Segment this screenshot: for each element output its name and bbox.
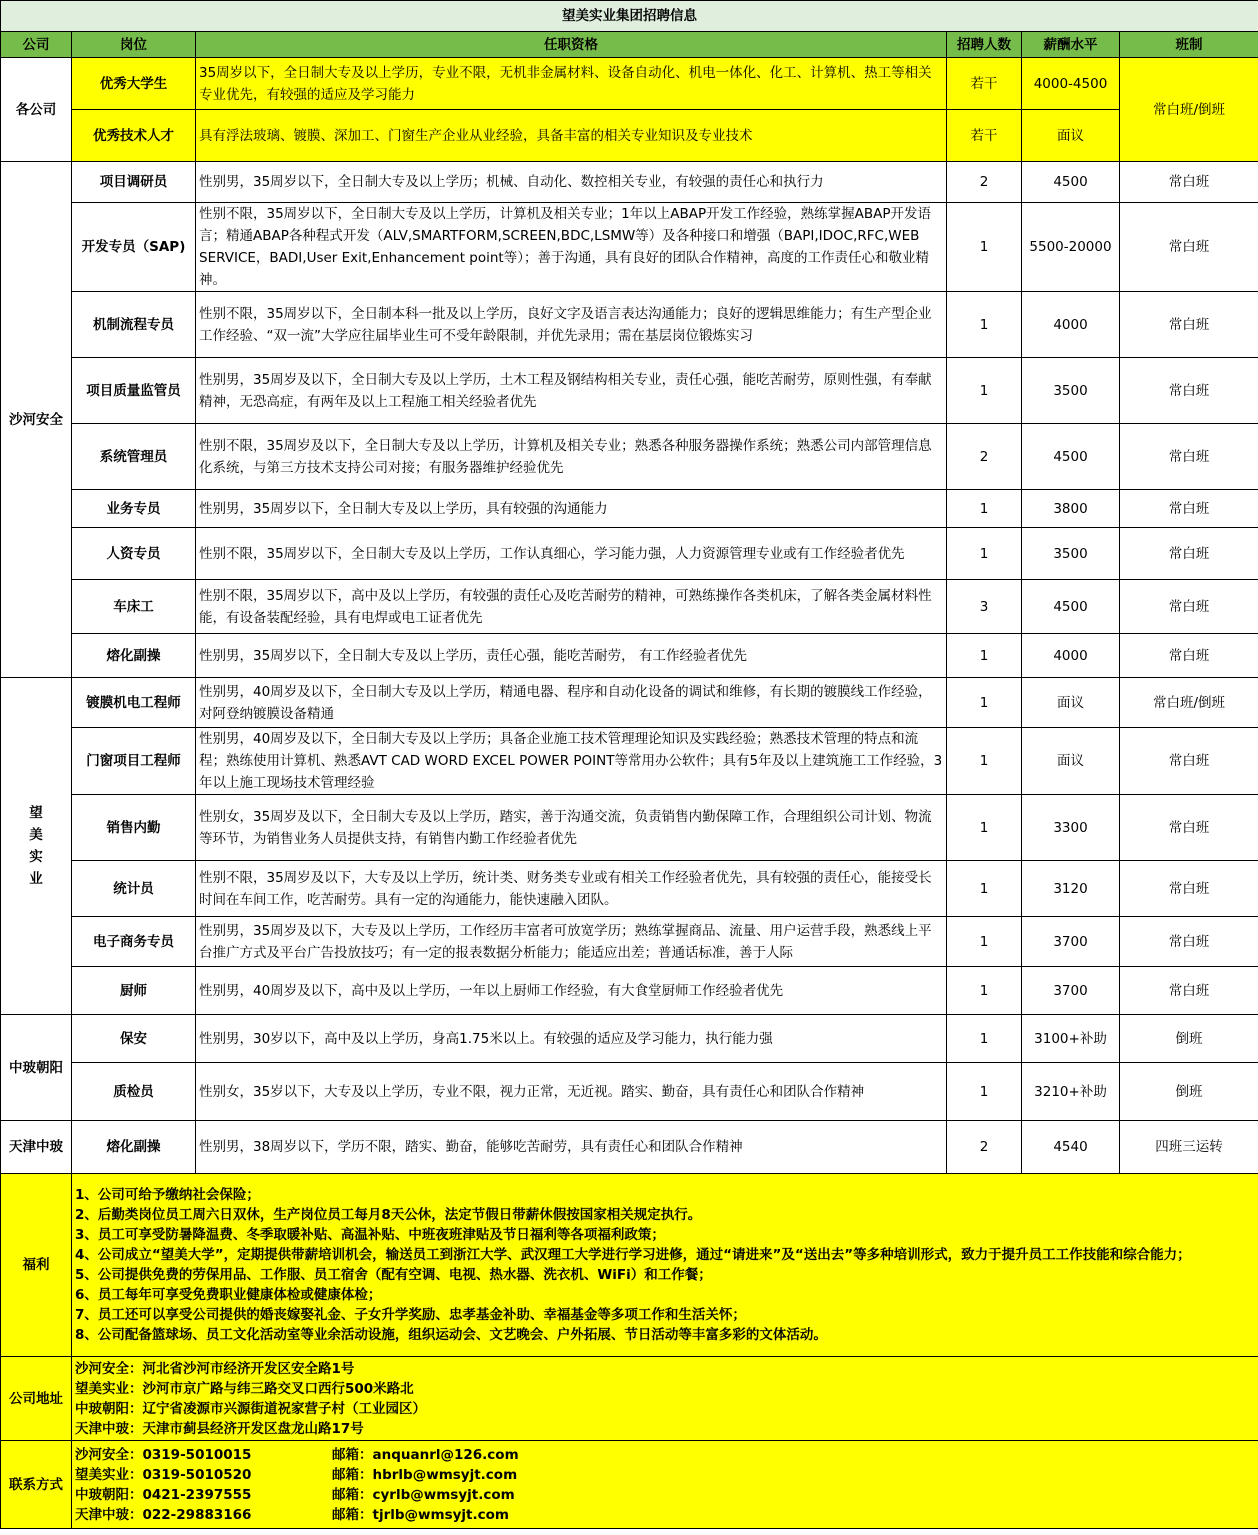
- requirements-cell: 性别男，35周岁以下，全日制大专及以上学历；机械、自动化、数控相关专业，有较强的责任心和执行力: [196, 162, 947, 203]
- salary-cell: 4500: [1022, 424, 1120, 490]
- position-cell: 电子商务专员: [72, 917, 196, 967]
- salary-cell: 3800: [1022, 490, 1120, 528]
- shift-cell: 常白班: [1120, 203, 1258, 292]
- count-cell: 3: [947, 580, 1022, 634]
- shift-cell: 常白班: [1120, 580, 1258, 634]
- position-cell: 熔化副操: [72, 1121, 196, 1174]
- position-cell: 销售内勤: [72, 795, 196, 861]
- count-cell: 1: [947, 861, 1022, 917]
- welfare-row: [1, 1174, 1258, 1357]
- position-cell: 人资专员: [72, 528, 196, 580]
- count-cell: 1: [947, 967, 1022, 1015]
- salary-cell: 3700: [1022, 917, 1120, 967]
- position-cell: 项目调研员: [72, 162, 196, 203]
- company-cell: 中玻朝阳: [1, 1015, 72, 1121]
- salary-cell: 4000: [1022, 634, 1120, 678]
- requirements-cell: 性别男，30岁以下，高中及以上学历，身高1.75米以上。有较强的适应及学习能力，执行能力强: [196, 1015, 947, 1063]
- shift-cell: 四班三运转: [1120, 1121, 1258, 1174]
- table-row: [1, 424, 1258, 490]
- table-row: [1, 580, 1258, 634]
- position-cell: 统计员: [72, 861, 196, 917]
- requirements-cell: 性别男，35周岁及以下，大专及以上学历，工作经历丰富者可放宽学历；熟练掌握商品、流量、用户运营手段，熟悉线上平台推广方式及平台广告投放技巧；有一定的报表数据分析能力；能适应出差；普通话标准，善于人际: [196, 917, 947, 967]
- welfare-label: 福利: [1, 1174, 72, 1357]
- salary-cell: 4500: [1022, 162, 1120, 203]
- salary-cell: 4000: [1022, 292, 1120, 358]
- welfare-item: 5、公司提供免费的劳保用品、工作服、员工宿舍（配有空调、电视、热水器、洗衣机、WiFi）和工作餐；: [75, 1267, 712, 1283]
- welfare-item: 8、公司配备篮球场、员工文化活动室等业余活动设施，组织运动会、文艺晚会、户外拓展、节日活动等丰富多彩的文体活动。: [75, 1327, 827, 1343]
- salary-cell: 3120: [1022, 861, 1120, 917]
- shift-cell: 常白班: [1120, 728, 1258, 795]
- table-row: [1, 528, 1258, 580]
- header-position: 岗位: [72, 32, 196, 58]
- position-cell: 机制流程专员: [72, 292, 196, 358]
- salary-cell: 4500: [1022, 580, 1120, 634]
- table-row: [1, 1063, 1258, 1121]
- table-row: [1, 1121, 1258, 1174]
- table-row: [1, 358, 1258, 424]
- requirements-cell: 性别不限，35周岁以下，全日制本科一批及以上学历，良好文字及语言表达沟通能力；良好的逻辑思维能力；有生产型企业工作经验、“双一流”大学应往届毕业生可不受年龄限制，并优先录用；需在基层岗位锻炼实习: [196, 292, 947, 358]
- shift-cell: 常白班: [1120, 162, 1258, 203]
- position-cell: 熔化副操: [72, 634, 196, 678]
- table-row: [1, 110, 1258, 162]
- address-item: 望美实业：沙河市京广路与纬三路交叉口西行500米路北: [75, 1380, 414, 1397]
- header-company: 公司: [1, 32, 72, 58]
- contact-row: [1, 1441, 1258, 1529]
- shift-cell: 常白班: [1120, 917, 1258, 967]
- table-row: [1, 861, 1258, 917]
- company-name-vertical: 望美实业: [29, 805, 43, 887]
- requirements-cell: 性别女，35岁以下，大专及以上学历，专业不限，视力正常，无近视。踏实、勤奋，具有责任心和团队合作精神: [196, 1063, 947, 1121]
- shift-cell: 常白班/倒班: [1120, 678, 1258, 728]
- count-cell: 1: [947, 678, 1022, 728]
- position-cell: 镀膜机电工程师: [72, 678, 196, 728]
- contact-email[interactable]: 邮箱：hbrlb@wmsyjt.com: [332, 1466, 518, 1483]
- requirements-cell: 性别女，35周岁及以下，全日制大专及以上学历，踏实，善于沟通交流，负责销售内勤保障工作，合理组织公司计划、物流等环节，为销售业务人员提供支持，有销售内勤工作经验者优先: [196, 795, 947, 861]
- count-cell: 1: [947, 292, 1022, 358]
- requirements-cell: 性别不限，35周岁以下，高中及以上学历，有较强的责任心及吃苦耐劳的精神，可熟练操作各类机床，了解各类金属材料性能，有设备装配经验，具有电焊或电工证者优先: [196, 580, 947, 634]
- count-cell: 1: [947, 358, 1022, 424]
- header-count: 招聘人数: [947, 32, 1022, 58]
- table-row: [1, 728, 1258, 795]
- salary-cell: 面议: [1022, 678, 1120, 728]
- table-row: [1, 162, 1258, 203]
- salary-cell: 3500: [1022, 358, 1120, 424]
- address-list: [72, 1357, 1258, 1441]
- address-item: 沙河安全：河北省沙河市经济开发区安全路1号: [75, 1360, 355, 1377]
- company-cell: 天津中玻: [1, 1121, 72, 1174]
- requirements-cell: 性别不限，35周岁及以下，大专及以上学历，统计类、财务类专业或有相关工作经验者优先，具有较强的责任心，能接受长时间在车间工作，吃苦耐劳。具有一定的沟通能力，能快速融入团队。: [196, 861, 947, 917]
- contact-phone: 天津中玻：022-29883166: [75, 1506, 252, 1523]
- table-row: [1, 203, 1258, 292]
- salary-cell: 4540: [1022, 1121, 1120, 1174]
- header-salary: 薪酬水平: [1022, 32, 1120, 58]
- welfare-list: [72, 1174, 1258, 1357]
- table-row: [1, 58, 1258, 110]
- salary-cell: 面议: [1022, 728, 1120, 795]
- requirements-cell: 性别男，35周岁及以下，全日制大专及以上学历，土木工程及钢结构相关专业，责任心强，能吃苦耐劳，原则性强，有奉献精神，无恐高症，有两年及以上工程施工相关经验者优先: [196, 358, 947, 424]
- welfare-item: 6、员工每年可享受免费职业健康体检或健康体检；: [75, 1287, 382, 1303]
- shift-cell: 倒班: [1120, 1063, 1258, 1121]
- contact-email[interactable]: 邮箱：cyrlb@wmsyjt.com: [332, 1486, 515, 1503]
- count-cell: 1: [947, 795, 1022, 861]
- header-row: [1, 32, 1258, 58]
- salary-cell: 面议: [1022, 110, 1120, 162]
- position-cell: 系统管理员: [72, 424, 196, 490]
- shift-cell: 常白班: [1120, 528, 1258, 580]
- table-row: [1, 490, 1258, 528]
- position-cell: 质检员: [72, 1063, 196, 1121]
- count-cell: 2: [947, 424, 1022, 490]
- contact-list: [72, 1441, 1258, 1529]
- salary-cell: 3500: [1022, 528, 1120, 580]
- salary-cell: 5500-20000: [1022, 203, 1120, 292]
- welfare-item: 3、员工可享受防暑降温费、冬季取暖补贴、高温补贴、中班夜班津贴及节日福利等各项福利政策；: [75, 1227, 665, 1243]
- address-label: 公司地址: [1, 1357, 72, 1441]
- header-requirements: 任职资格: [196, 32, 947, 58]
- count-cell: 1: [947, 490, 1022, 528]
- salary-cell: 3100+补助: [1022, 1015, 1120, 1063]
- shift-cell: 常白班: [1120, 490, 1258, 528]
- address-item: 中玻朝阳：辽宁省凌源市兴源街道祝家营子村（工业园区）: [75, 1400, 426, 1417]
- requirements-cell: 具有浮法玻璃、镀膜、深加工、门窗生产企业从业经验，具备丰富的相关专业知识及专业技术: [196, 110, 947, 162]
- table-row: [1, 678, 1258, 728]
- contact-item: [75, 1465, 1255, 1485]
- company-cell: [1, 678, 72, 1015]
- requirements-cell: 性别男，40周岁及以下，全日制大专及以上学历，精通电器、程序和自动化设备的调试和维修，有长期的镀膜线工作经验，对阿登纳镀膜设备精通: [196, 678, 947, 728]
- contact-item: [75, 1505, 1255, 1525]
- count-cell: 2: [947, 1121, 1022, 1174]
- shift-cell: 常白班: [1120, 861, 1258, 917]
- contact-item: [75, 1445, 1255, 1465]
- table-row: [1, 292, 1258, 358]
- address-item: 天津中玻：天津市蓟县经济开发区盘龙山路17号: [75, 1420, 364, 1437]
- header-shift: 班制: [1120, 32, 1258, 58]
- count-cell: 若干: [947, 58, 1022, 110]
- contact-phone: 中玻朝阳：0421-2397555: [75, 1486, 252, 1503]
- contact-item: [75, 1485, 1255, 1505]
- welfare-item: 1、公司可给予缴纳社会保险；: [75, 1187, 260, 1203]
- shift-cell: 倒班: [1120, 1015, 1258, 1063]
- position-cell: 厨师: [72, 967, 196, 1015]
- position-cell: 项目质量监管员: [72, 358, 196, 424]
- requirements-cell: 性别不限，35周岁以下，全日制大专及以上学历，计算机及相关专业；1年以上ABAP开发工作经验，熟练掌握ABAP开发语言；精通ABAP各种程式开发（ALV,SMARTFORM,SCREEN,BDC,LSMW等）及各种接口和增强（BAPI,IDOC,RFC,WEB SERVICE，BADI,User Exit,Enhancement point等）；善于沟通，具有良好的团队合作精神，高度的工作责任心和敬业精神。: [196, 203, 947, 292]
- contact-label: 联系方式: [1, 1441, 72, 1529]
- shift-cell: 常白班: [1120, 967, 1258, 1015]
- address-row: [1, 1357, 1258, 1441]
- requirements-cell: 性别男，35周岁以下，全日制大专及以上学历，责任心强，能吃苦耐劳， 有工作经验者优先: [196, 634, 947, 678]
- shift-cell: 常白班/倒班: [1120, 58, 1258, 162]
- position-cell: 开发专员（SAP): [72, 203, 196, 292]
- page-title: 望美实业集团招聘信息: [1, 1, 1258, 32]
- position-cell: 优秀大学生: [72, 58, 196, 110]
- requirements-cell: 性别男，40周岁及以下，高中及以上学历，一年以上厨师工作经验，有大食堂厨师工作经验者优先: [196, 967, 947, 1015]
- table-row: [1, 795, 1258, 861]
- welfare-item: 2、后勤类岗位员工周六日双休，生产岗位员工每月8天公休，法定节假日带薪休假按国家相关规定执行。: [75, 1207, 702, 1223]
- shift-cell: 常白班: [1120, 634, 1258, 678]
- position-cell: 门窗项目工程师: [72, 728, 196, 795]
- position-cell: 优秀技术人才: [72, 110, 196, 162]
- welfare-item: 7、员工还可以享受公司提供的婚丧嫁娶礼金、子女升学奖励、忠孝基金补助、幸福基金等多项工作和生活关怀；: [75, 1307, 746, 1323]
- requirements-cell: 性别不限，35周岁以下，全日制大专及以上学历，工作认真细心，学习能力强，人力资源管理专业或有工作经验者优先: [196, 528, 947, 580]
- count-cell: 1: [947, 728, 1022, 795]
- count-cell: 1: [947, 917, 1022, 967]
- position-cell: 保安: [72, 1015, 196, 1063]
- company-cell: 各公司: [1, 58, 72, 162]
- contact-email[interactable]: 邮箱：tjrlb@wmsyjt.com: [332, 1506, 509, 1523]
- position-cell: 业务专员: [72, 490, 196, 528]
- contact-phone: 望美实业：0319-5010520: [75, 1466, 252, 1483]
- shift-cell: 常白班: [1120, 358, 1258, 424]
- company-cell: 沙河安全: [1, 162, 72, 678]
- count-cell: 1: [947, 203, 1022, 292]
- salary-cell: 3700: [1022, 967, 1120, 1015]
- requirements-cell: 性别不限，35周岁及以下，全日制大专及以上学历，计算机及相关专业；熟悉各种服务器操作系统；熟悉公司内部管理信息化系统，与第三方技术支持公司对接；有服务器维护经验优先: [196, 424, 947, 490]
- shift-cell: 常白班: [1120, 292, 1258, 358]
- shift-cell: 常白班: [1120, 795, 1258, 861]
- count-cell: 1: [947, 1015, 1022, 1063]
- shift-cell: 常白班: [1120, 424, 1258, 490]
- table-row: [1, 1015, 1258, 1063]
- count-cell: 1: [947, 1063, 1022, 1121]
- position-cell: 车床工: [72, 580, 196, 634]
- salary-cell: 4000-4500: [1022, 58, 1120, 110]
- contact-phone: 沙河安全：0319-5010015: [75, 1446, 252, 1463]
- table-row: [1, 634, 1258, 678]
- salary-cell: 3210+补助: [1022, 1063, 1120, 1121]
- requirements-cell: 性别男，35周岁以下，全日制大专及以上学历，具有较强的沟通能力: [196, 490, 947, 528]
- count-cell: 1: [947, 634, 1022, 678]
- count-cell: 若干: [947, 110, 1022, 162]
- table-row: [1, 917, 1258, 967]
- contact-email[interactable]: 邮箱：anquanrl@126.com: [332, 1446, 519, 1463]
- requirements-cell: 35周岁以下，全日制大专及以上学历，专业不限，无机非金属材料、设备自动化、机电一体化、化工、计算机、热工等相关专业优先，有较强的适应及学习能力: [196, 58, 947, 110]
- salary-cell: 3300: [1022, 795, 1120, 861]
- welfare-item: 4、公司成立“望美大学”，定期提供带薪培训机会，输送员工到浙江大学、武汉理工大学进行学习进修，通过“请进来”及“送出去”等多种培训形式，致力于提升员工工作技能和综合能力；: [75, 1247, 1191, 1263]
- count-cell: 2: [947, 162, 1022, 203]
- requirements-cell: 性别男，40周岁及以下，全日制大专及以上学历；具备企业施工技术管理理论知识及实践经验；熟悉技术管理的特点和流程；熟练使用计算机、熟悉AVT CAD WORD EXCEL POWER POINT等常用办公软件；具有5年及以上建筑施工工作经验，3年以上施工现场技术管理经验: [196, 728, 947, 795]
- requirements-cell: 性别男，38周岁以下，学历不限，踏实、勤奋，能够吃苦耐劳，具有责任心和团队合作精神: [196, 1121, 947, 1174]
- count-cell: 1: [947, 528, 1022, 580]
- table-row: [1, 967, 1258, 1015]
